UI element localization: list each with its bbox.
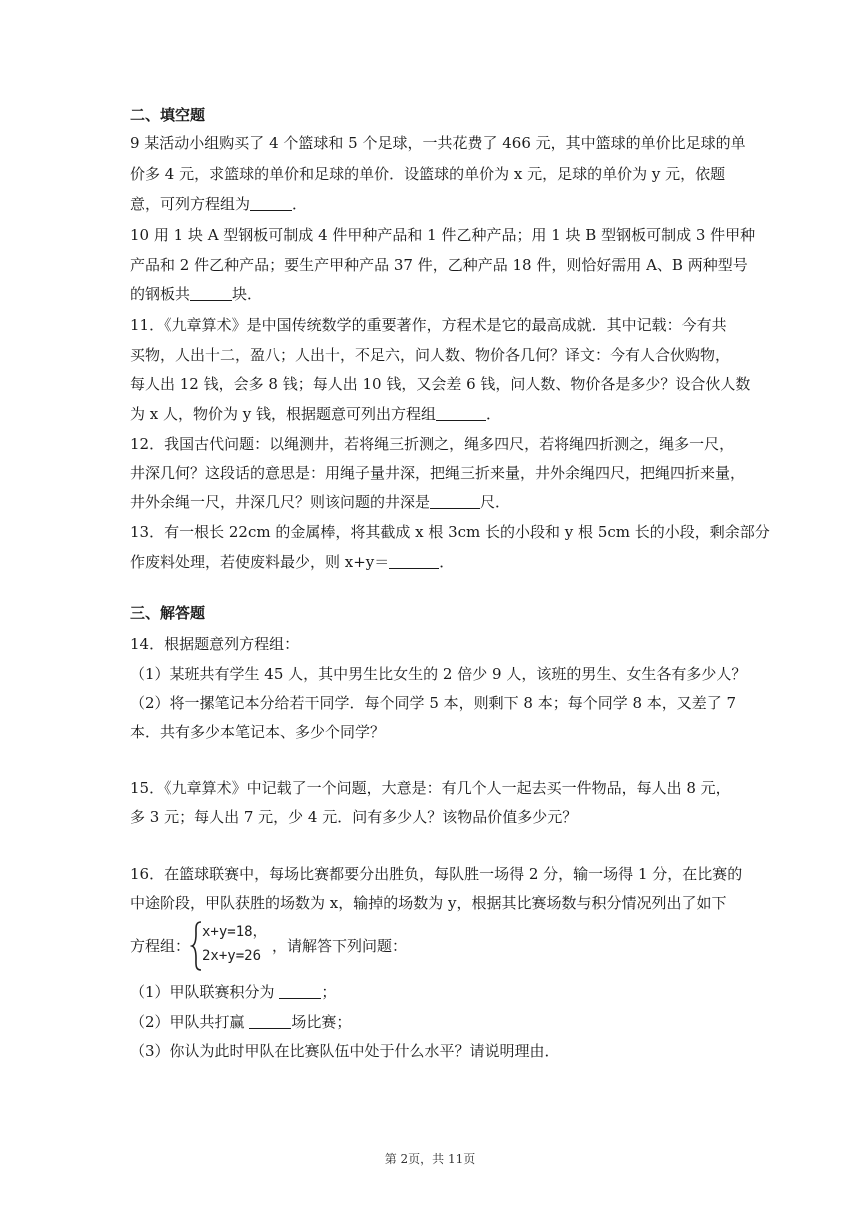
q9-line-2: 价多 4 元，求篮球的单价和足球的单价．设篮球的单价为 x 元，足球的单价为 y 元，依题	[130, 165, 726, 183]
q9-end: ．	[292, 195, 308, 213]
q16-line-2: 中途阶段，甲队获胜的场数为 x，输掉的场数为 y，根据其比赛场数与积分情况列出了如下	[130, 894, 727, 912]
q15-line-1: 15．《九章算术》中记载了一个问题，大意是：有几个人一起去买一件物品，每人出 8 元，	[130, 779, 731, 797]
q13-text: 作废料处理，若使废料最少，则 x+y＝	[130, 553, 390, 571]
section-title-answer: 三、解答题	[130, 604, 206, 622]
q13-line-2	[130, 552, 454, 572]
q16-part-2-text: （2）甲队共打赢	[130, 1013, 250, 1031]
q10-text: 的钢板共	[130, 285, 191, 303]
equation-1: x+y=18，	[202, 924, 267, 940]
section-title-fill-in: 二、填空题	[130, 106, 206, 124]
q10-end: 块．	[232, 285, 263, 303]
answer-blank	[389, 554, 439, 569]
answer-blank	[436, 406, 486, 421]
q14-line-1: 14．根据题意列方程组：	[130, 635, 300, 653]
q16-line-3b: ，请解答下列问题：	[272, 937, 408, 955]
q10-line-2: 产品和 2 件乙种产品；要生产甲种产品 37 件，乙种产品 18 件，则恰好需用 A、B 两种型号	[130, 256, 748, 274]
q11-line-1: 11．《九章算术》是中国传统数学的重要著作，方程术是它的最高成就．其中记载：今有共	[130, 316, 727, 334]
q14-line-4: 本．共有多少本笔记本、多少个同学？	[130, 723, 386, 741]
answer-blank	[279, 984, 321, 999]
q15-line-2: 多 3 元；每人出 7 元，少 4 元．问有多少人？该物品价值多少元？	[130, 808, 578, 826]
answer-blank	[430, 494, 480, 509]
q14-line-3: （2）将一摞笔记本分给若干同学．每个同学 5 本，则剩下 8 本；每个同学 8 本，又差了 7	[130, 694, 737, 712]
q11-line-3: 每人出 12 钱，会多 8 钱；每人出 10 钱，又会差 6 钱，问人数、物价各是多少？设合伙人数	[130, 375, 751, 393]
q10-line-1: 10 用 1 块 A 型钢板可制成 4 件甲种产品和 1 件乙种产品；用 1 块 B 型钢板可制成 3 件甲种	[130, 226, 756, 244]
equation-2: 2x+y=26	[202, 948, 262, 964]
q16-line-3a: 方程组：	[130, 937, 191, 955]
q16-part-1-end: ；	[321, 983, 337, 1001]
q12-line-1: 12．我国古代问题：以绳测井，若将绳三折测之，绳多四尺，若将绳四折测之，绳多一尺，	[130, 435, 735, 453]
q9-line-3	[130, 194, 307, 214]
q9-line-1: 9 某活动小组购买了 4 个篮球和 5 个足球，一共花费了 466 元，其中篮球的单价比足球的单	[130, 134, 746, 152]
q12-end: 尺．	[480, 493, 511, 511]
q11-end: ．	[486, 405, 502, 423]
q14-line-2: （1）某班共有学生 45 人，其中男生比女生的 2 倍少 9 人，该班的男生、女生各有多少人？	[130, 665, 747, 683]
q16-part-2-end: 场比赛；	[291, 1013, 352, 1031]
answer-blank	[190, 286, 232, 301]
answer-blank	[249, 1014, 291, 1029]
q9-text: 意，可列方程组为	[130, 195, 251, 213]
q12-text: 井外余绳一尺，井深几尺？则该问题的井深是	[130, 493, 431, 511]
q16-part-3: （3）你认为此时甲队在比赛队伍中处于什么水平？请说明理由．	[130, 1042, 560, 1060]
page-footer: 第 2页，共 11页	[384, 1152, 476, 1166]
q16-part-2	[130, 1012, 351, 1032]
q11-line-2: 买物，人出十二，盈八；人出十，不足六，问人数、物价各几何？译文：今有人合伙购物，	[130, 346, 731, 364]
q13-end: ．	[439, 553, 455, 571]
q10-line-3	[130, 284, 262, 304]
q13-line-1: 13．有一根长 22cm 的金属棒，将其截成 x 根 3cm 长的小段和 y 根 5cm 长的小段，剩余部分	[130, 523, 770, 541]
answer-blank	[250, 196, 292, 211]
q16-line-1: 16．在篮球联赛中，每场比赛都要分出胜负，每队胜一场得 2 分，输一场得 1 分，在比赛的	[130, 865, 743, 883]
q12-line-2: 井深几何？这段话的意思是：用绳子量井深，把绳三折来量，井外余绳四尺，把绳四折来量，	[130, 464, 746, 482]
q11-text: 为 x 人，物价为 y 钱，根据题意可列出方程组	[130, 405, 437, 423]
q11-line-4	[130, 404, 501, 424]
equation-system	[190, 920, 270, 972]
q12-line-3	[130, 492, 510, 512]
q16-part-1-text: （1）甲队联赛积分为	[130, 983, 280, 1001]
q16-part-1	[130, 982, 336, 1002]
